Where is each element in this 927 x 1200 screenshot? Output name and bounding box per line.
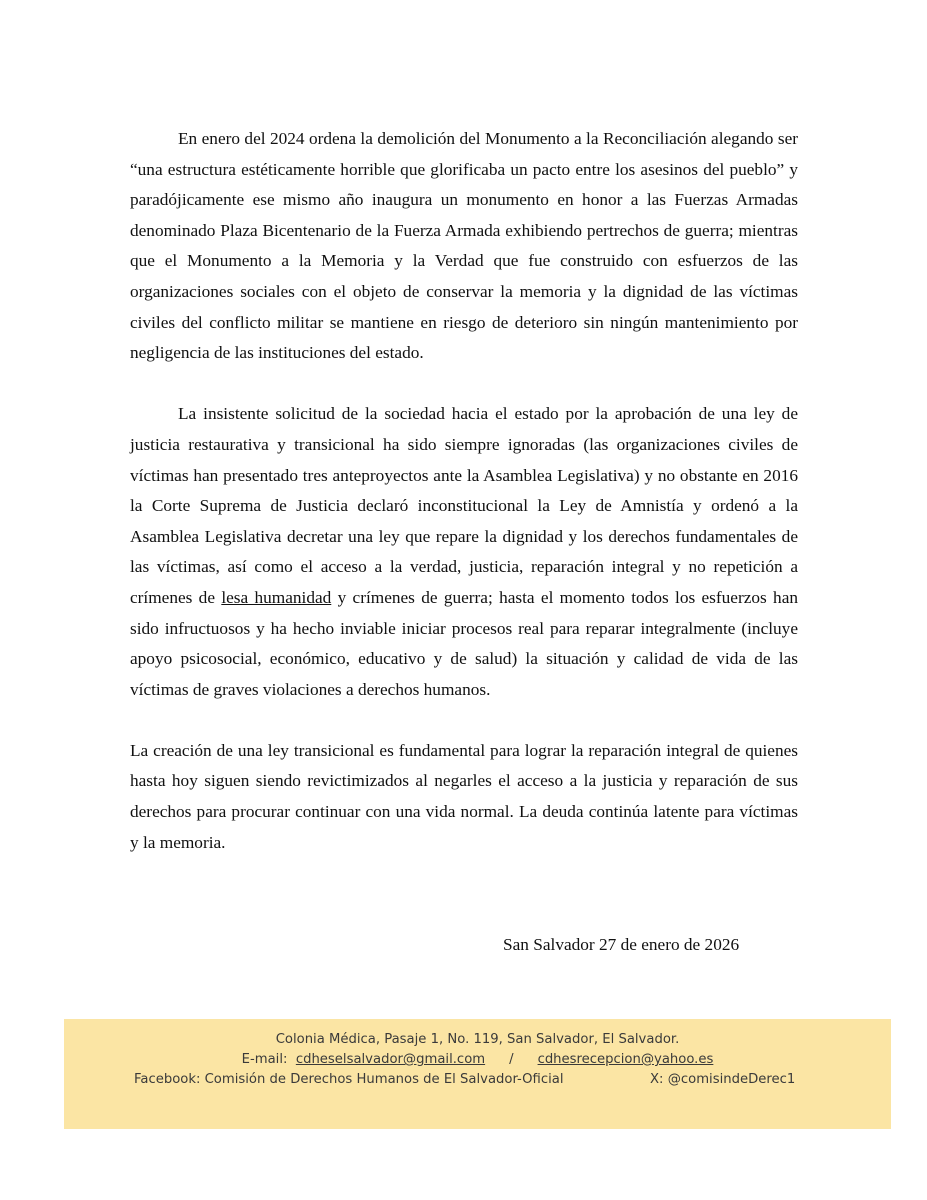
email-link-gmail[interactable]: cdheselsalvador@gmail.com: [295, 1052, 486, 1067]
footer-emails: [64, 1051, 891, 1069]
paragraph-text-before: La insistente solicitud de la sociedad hacia el estado por la aprobación de una ley de justicia restaurativa y transicional ha sido siempre ignoradas (las organizaciones civiles de víctimas han presentado tres anteproyectos ante la Asamblea Legislativa) y no obstante en 2016 la Corte Suprema de Justicia declaró inconstitucional la Ley de Amnistía y ordenó a la Asamblea Legislativa decretar una ley que repare la dignidad y los derechos fundamentales de las víctimas, así como el acceso a la verdad, justicia, reparación integral y no repetición a crímenes de: [130, 404, 798, 607]
contact-footer: [64, 1019, 891, 1129]
x-label: X:: [650, 1072, 664, 1087]
paragraph-monument: En enero del 2024 ordena la demolición del Monumento a la Reconciliación alegando ser “una estructura estéticamente horrible que glorificaba un pacto entre los asesinos del pueblo” y paradójicamente ese mismo año inaugura un monumento en honor a las Fuerzas Armadas denominado Plaza Bicentenario de la Fuerza Armada exhibiendo pertrechos de guerra; mientras que el Monumento a la Memoria y la Verdad que fue construido con esfuerzos de las organizaciones sociales con el objeto de conservar la memoria y la dignidad de las víctimas civiles del conflicto militar se mantiene en riesgo de deterioro sin ningún mantenimiento por negligencia de las instituciones del estado.: [130, 129, 798, 363]
email-label: E-mail:: [241, 1052, 288, 1067]
letter-body: [130, 124, 798, 889]
x-handle: @comisindeDerec1: [667, 1072, 796, 1087]
paragraph-transitional-law: La creación de una ley transicional es fundamental para lograr la reparación integral de quienes hasta hoy siguen siendo revictimizados al negarles el acceso a la justicia y reparación de sus derechos para procurar continuar con una vida normal. La deuda continúa latente para víctimas y la memoria.: [130, 740, 798, 852]
footer-x-account: [650, 1071, 795, 1089]
email-separator: /: [509, 1052, 514, 1067]
email-link-yahoo[interactable]: cdhesrecepcion@yahoo.es: [537, 1052, 714, 1067]
footer-facebook: Facebook: Comisión de Derechos Humanos de El Salvador-Oficial: [134, 1072, 564, 1087]
paragraph-text-after: y crímenes de guerra; hasta el momento todos los esfuerzos han sido infructuosos y ha hecho inviable iniciar procesos real para reparar integralmente (incluye apoyo psicosocial, económico, educativo y de salud) la situación y calidad de vida de las víctimas de graves violaciones a derechos humanos.: [130, 587, 799, 699]
footer-address: Colonia Médica, Pasaje 1, No. 119, San Salvador, El Salvador.: [275, 1032, 680, 1047]
place-date: San Salvador 27 de enero de 2026: [503, 935, 740, 954]
underlined-term: lesa humanidad: [221, 587, 332, 607]
paragraph-transitional-justice-request: [130, 399, 798, 705]
